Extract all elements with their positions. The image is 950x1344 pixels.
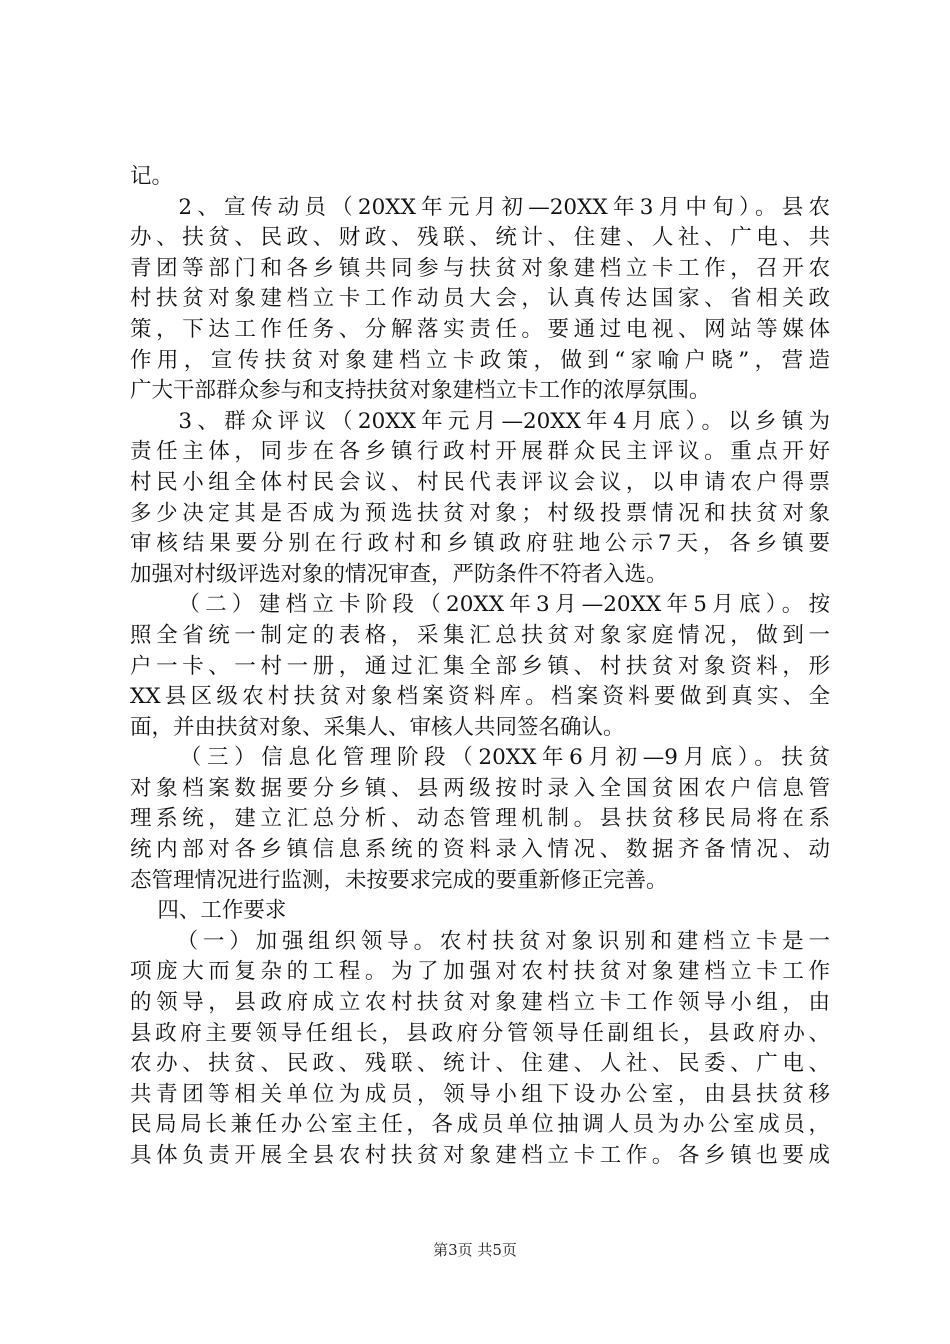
text-line: 责任主体，同步在各乡镇行政村开展群众民主评议。重点开好 bbox=[130, 439, 830, 465]
text-line: （二）建档立卡阶段（20XX年3月—20XX年5月底）。按 bbox=[130, 592, 830, 618]
text-line: 多少决定其是否成为预选扶贫对象；村级投票情况和扶贫对象 bbox=[130, 500, 830, 526]
text-line: （一）加强组织领导。农村扶贫对象识别和建档立卡是一 bbox=[130, 928, 830, 954]
text-line: 2、宣传动员（20XX年元月初—20XX年3月中旬）。县农 bbox=[130, 194, 830, 220]
text-line: 具体负责开展全县农村扶贫对象建档立卡工作。各乡镇也要成 bbox=[130, 1143, 830, 1168]
text-line: 农办、扶贫、民政、残联、统计、住建、人社、民委、广电、 bbox=[130, 1051, 830, 1077]
text-line: 户一卡、一村一册，通过汇集全部乡镇、村扶贫对象资料，形 bbox=[130, 653, 830, 679]
text-line: 统内部对各乡镇信息系统的资料录入情况、数据齐备情况、动 bbox=[130, 837, 830, 863]
text-line: XX县区级农村扶贫对象档案资料库。档案资料要做到真实、全 bbox=[130, 684, 830, 710]
text-line: 民局局长兼任办公室主任，各成员单位抽调人员为办公室成员， bbox=[130, 1112, 830, 1138]
text-line: 加强对村级评选对象的情况审查，严防条件不符者入选。 bbox=[130, 561, 668, 587]
text-line: 3、群众评议（20XX年元月—20XX年4月底）。以乡镇为 bbox=[130, 408, 830, 434]
text-line: 记。 bbox=[130, 164, 174, 189]
text-line: 策，下达工作任务、分解落实责任。要通过电视、网站等媒体 bbox=[130, 316, 830, 342]
text-line: 广大干部群众参与和支持扶贫对象建档立卡工作的浓厚氛围。 bbox=[130, 378, 711, 404]
document-body bbox=[130, 162, 830, 1172]
text-line: 理系统，建立汇总分析、动态管理机制。县扶贫移民局将在系 bbox=[130, 806, 830, 832]
text-line: 审核结果要分别在行政村和乡镇政府驻地公示7天，各乡镇要 bbox=[130, 531, 830, 557]
text-line: 县政府主要领导任组长，县政府分管领导任副组长，县政府办、 bbox=[130, 1020, 830, 1046]
text-line: 照全省统一制定的表格，采集汇总扶贫对象家庭情况，做到一 bbox=[130, 622, 830, 648]
text-line: 村民小组全体村民会议、村民代表评议会议，以申请农户得票 bbox=[130, 469, 830, 495]
text-line: 作用，宣传扶贫对象建档立卡政策，做到“家喻户晓”，营造 bbox=[130, 347, 830, 373]
text-line: 态管理情况进行监测，未按要求完成的要重新修正完善。 bbox=[130, 867, 668, 893]
text-line: 对象档案数据要分乡镇、县两级按时录入全国贫困农户信息管 bbox=[130, 775, 830, 801]
text-line: 四、工作要求 bbox=[130, 898, 287, 924]
text-line: （三）信息化管理阶段（20XX年6月初—9月底）。扶贫 bbox=[130, 745, 830, 771]
text-line: 面，并由扶贫对象、采集人、审核人共同签名确认。 bbox=[130, 714, 625, 740]
text-line: 村扶贫对象建档立卡工作动员大会，认真传达国家、省相关政 bbox=[130, 286, 830, 312]
text-line: 项庞大而复杂的工程。为了加强对农村扶贫对象建档立卡工作 bbox=[130, 959, 830, 985]
text-line: 办、扶贫、民政、财政、残联、统计、住建、人社、广电、共 bbox=[130, 225, 830, 251]
text-line: 青团等部门和各乡镇共同参与扶贫对象建档立卡工作，召开农 bbox=[130, 255, 830, 281]
page-footer: 第3页 共5页 bbox=[433, 1241, 517, 1259]
text-line: 的领导，县政府成立农村扶贫对象建档立卡工作领导小组，由 bbox=[130, 990, 830, 1016]
text-line: 共青团等相关单位为成员，领导小组下设办公室，由县扶贫移 bbox=[130, 1081, 830, 1107]
